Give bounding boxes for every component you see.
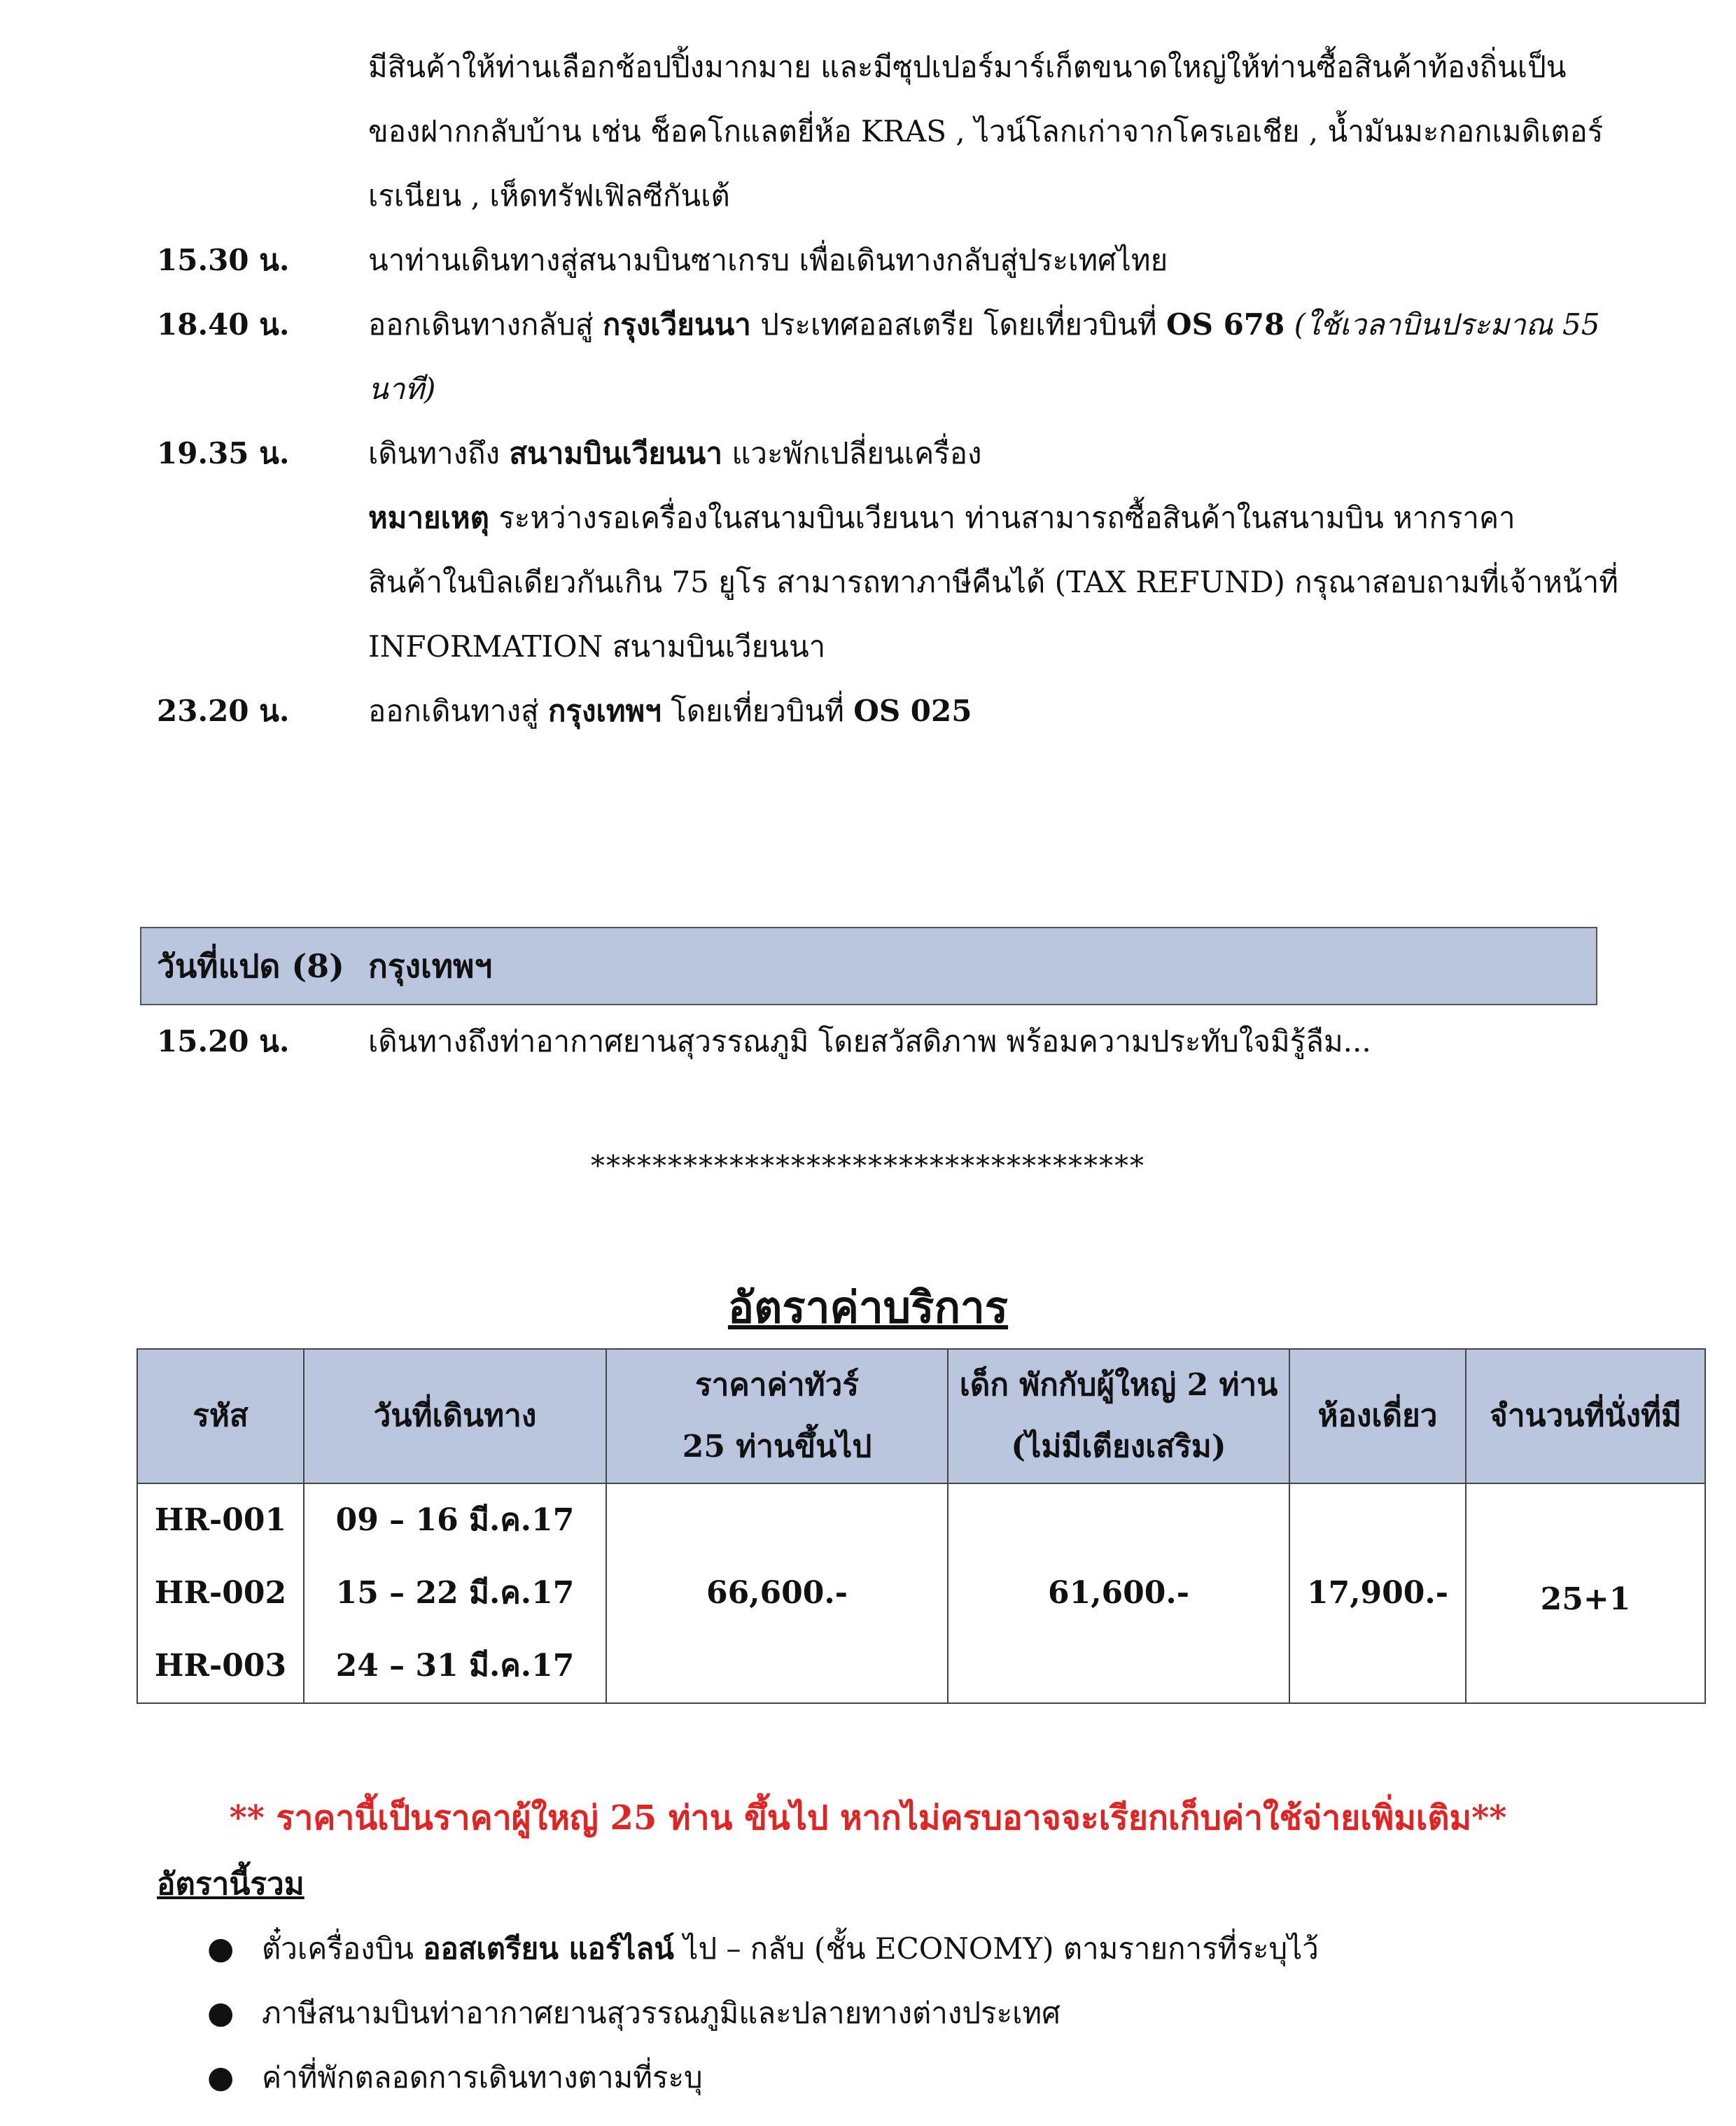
header-price-line-1: ราคาค่าทัวร์ <box>695 1367 859 1403</box>
bullet-dot-2: ● <box>207 1995 234 2031</box>
event-time-1935: 19.35 น. <box>157 436 290 470</box>
note-line-3: INFORMATION สนามบินเวียนนา <box>368 629 826 664</box>
dates-cell <box>304 1483 606 1703</box>
itinerary-intro-line-3: เรเนียน , เห็ดทรัฟเฟิลซีกันเต้ <box>368 179 730 213</box>
event-2320-pre: ออกเดินทางสู่ <box>368 694 548 728</box>
event-time-1530: 15.30 น. <box>157 243 290 277</box>
rates-body-row <box>137 1483 1705 1703</box>
itinerary-intro-line-2: ของฝากกลับบ้าน เช่น ช็อคโกแลตยี่ห้อ KRAS , ไวน์โลกเก่าจากโครเอเชีย , น้ำมันมะกอกเมดิเตอร์ <box>368 114 1604 148</box>
includes-item-2: ภาษีสนามบินท่าอากาศยานสุวรรณภูมิและปลายทางต่างประเทศ <box>262 1996 1060 2030</box>
price-notice: ** ราคานี้เป็นราคาผู้ใหญ่ 25 ท่าน ขึ้นไป หากไม่ครบอาจจะเรียกเก็บค่าใช้จ่ายเพิ่มเติม** <box>229 1798 1507 1838</box>
code-hr-001: HR-001 <box>154 1502 287 1538</box>
header-date: วันที่เดินทาง <box>304 1349 606 1483</box>
event-text-1530: นาท่านเดินทางสู่สนามบินซาเกรบ เพื่อเดินทางกลับสู่ประเทศไทย <box>368 243 1168 277</box>
header-child <box>948 1349 1289 1483</box>
date-hr-002: 15 – 22 มี.ค.17 <box>335 1575 575 1611</box>
codes-cell <box>137 1483 304 1703</box>
header-code: รหัส <box>137 1349 304 1483</box>
includes-item-1-pre: ตั๋วเครื่องบิน <box>262 1931 424 1966</box>
itinerary-intro-line-1: มีสินค้าให้ท่านเลือกช้อปปิ้งมากมาย และมีซุปเปอร์มาร์เก็ตขนาดใหญ่ให้ท่านซื้อสินค้าท้องถิ่นเป็น <box>368 50 1567 84</box>
includes-item-1-post: ไป – กลับ (ชั้น ECONOMY) ตามรายการที่ระบุไว้ <box>673 1931 1319 1966</box>
bullet-dot-1: ● <box>207 1931 234 1966</box>
price-cell: 66,600.- <box>606 1483 948 1703</box>
event-text-1840 <box>368 293 1600 357</box>
event-1840-duration: (ใช้เวลาบินประมาณ 55 <box>1284 307 1600 342</box>
header-price <box>606 1349 948 1483</box>
date-hr-001: 09 – 16 มี.ค.17 <box>335 1502 575 1538</box>
separator: ************************************ <box>591 1150 1145 1182</box>
event-1840-mid: ประเทศออสเตรีย โดยเที่ยวบินที่ <box>750 307 1167 342</box>
header-price-line-2: 25 ท่านขึ้นไป <box>682 1429 872 1464</box>
event-text-2320 <box>368 679 972 743</box>
event-1840-city: กรุงเวียนนา <box>602 307 751 342</box>
day-8-label: วันที่แปด (8) <box>157 947 344 985</box>
child-price-cell: 61,600.- <box>948 1483 1289 1703</box>
day-8-text: เดินทางถึงท่าอากาศยานสุวรรณภูมิ โดยสวัสดิภาพ พร้อมความประทับใจมิรู้ลืม... <box>368 1024 1371 1058</box>
header-seats: จำนวนที่นั่งที่มี <box>1466 1349 1705 1483</box>
rates-table <box>136 1348 1706 1704</box>
event-1840-pre: ออกเดินทางกลับสู่ <box>368 307 603 342</box>
includes-item-3: ค่าที่พักตลอดการเดินทางตามที่ระบุ <box>262 2060 703 2094</box>
day-8-header <box>140 927 1597 1005</box>
note-text-1: ระหว่างรอเครื่องในสนามบินเวียนนา ท่านสามารถซื้อสินค้าในสนามบิน หากราคา <box>489 501 1516 535</box>
event-1935-post: แวะพักเปลี่ยนเครื่อง <box>722 436 982 470</box>
code-hr-003: HR-003 <box>154 1648 287 1684</box>
event-1840-flight: OS 678 <box>1166 307 1285 342</box>
note-line-2: สินค้าในบิลเดียวกันเกิน 75 ยูโร สามารถทาภาษีคืนได้ (TAX REFUND) กรุณาสอบถามที่เจ้าหน้าที่ <box>368 565 1618 599</box>
event-text-1935 <box>368 421 981 486</box>
seats-cell: 25+1 <box>1466 1483 1705 1703</box>
code-hr-002: HR-002 <box>154 1575 287 1611</box>
includes-item-1 <box>262 1917 1319 1981</box>
date-hr-003: 24 – 31 มี.ค.17 <box>335 1648 575 1684</box>
event-1840-duration-end: นาที) <box>368 372 436 406</box>
event-time-2320: 23.20 น. <box>157 694 290 728</box>
event-2320-mid: โดยเที่ยวบินที่ <box>661 694 854 728</box>
includes-item-1-airline: ออสเตรียน แอร์ไลน์ <box>423 1931 674 1966</box>
rates-title: อัตราค่าบริการ <box>727 1282 1009 1333</box>
note-line-1 <box>368 486 1516 550</box>
event-2320-flight: OS 025 <box>853 694 972 728</box>
header-child-line-1: เด็ก พักกับผู้ใหญ่ 2 ท่าน <box>959 1367 1278 1403</box>
day-8-time: 15.20 น. <box>157 1024 290 1058</box>
header-single: ห้องเดี่ยว <box>1289 1349 1466 1483</box>
event-1840-duration-cont <box>368 357 435 421</box>
note-label: หมายเหตุ <box>368 501 489 535</box>
header-child-line-2: (ไม่มีเตียงเสริม) <box>1011 1429 1226 1464</box>
includes-heading: อัตรานี้รวม <box>157 1866 304 1902</box>
event-time-1840: 18.40 น. <box>157 307 290 342</box>
bullet-dot-3: ● <box>207 2059 234 2095</box>
single-room-cell: 17,900.- <box>1289 1483 1466 1703</box>
event-1935-place: สนามบินเวียนนา <box>509 436 722 470</box>
rates-header-row <box>137 1349 1705 1483</box>
day-8-city: กรุงเทพฯ <box>368 947 493 985</box>
event-1935-pre: เดินทางถึง <box>368 436 510 470</box>
event-2320-city: กรุงเทพฯ <box>547 694 662 728</box>
